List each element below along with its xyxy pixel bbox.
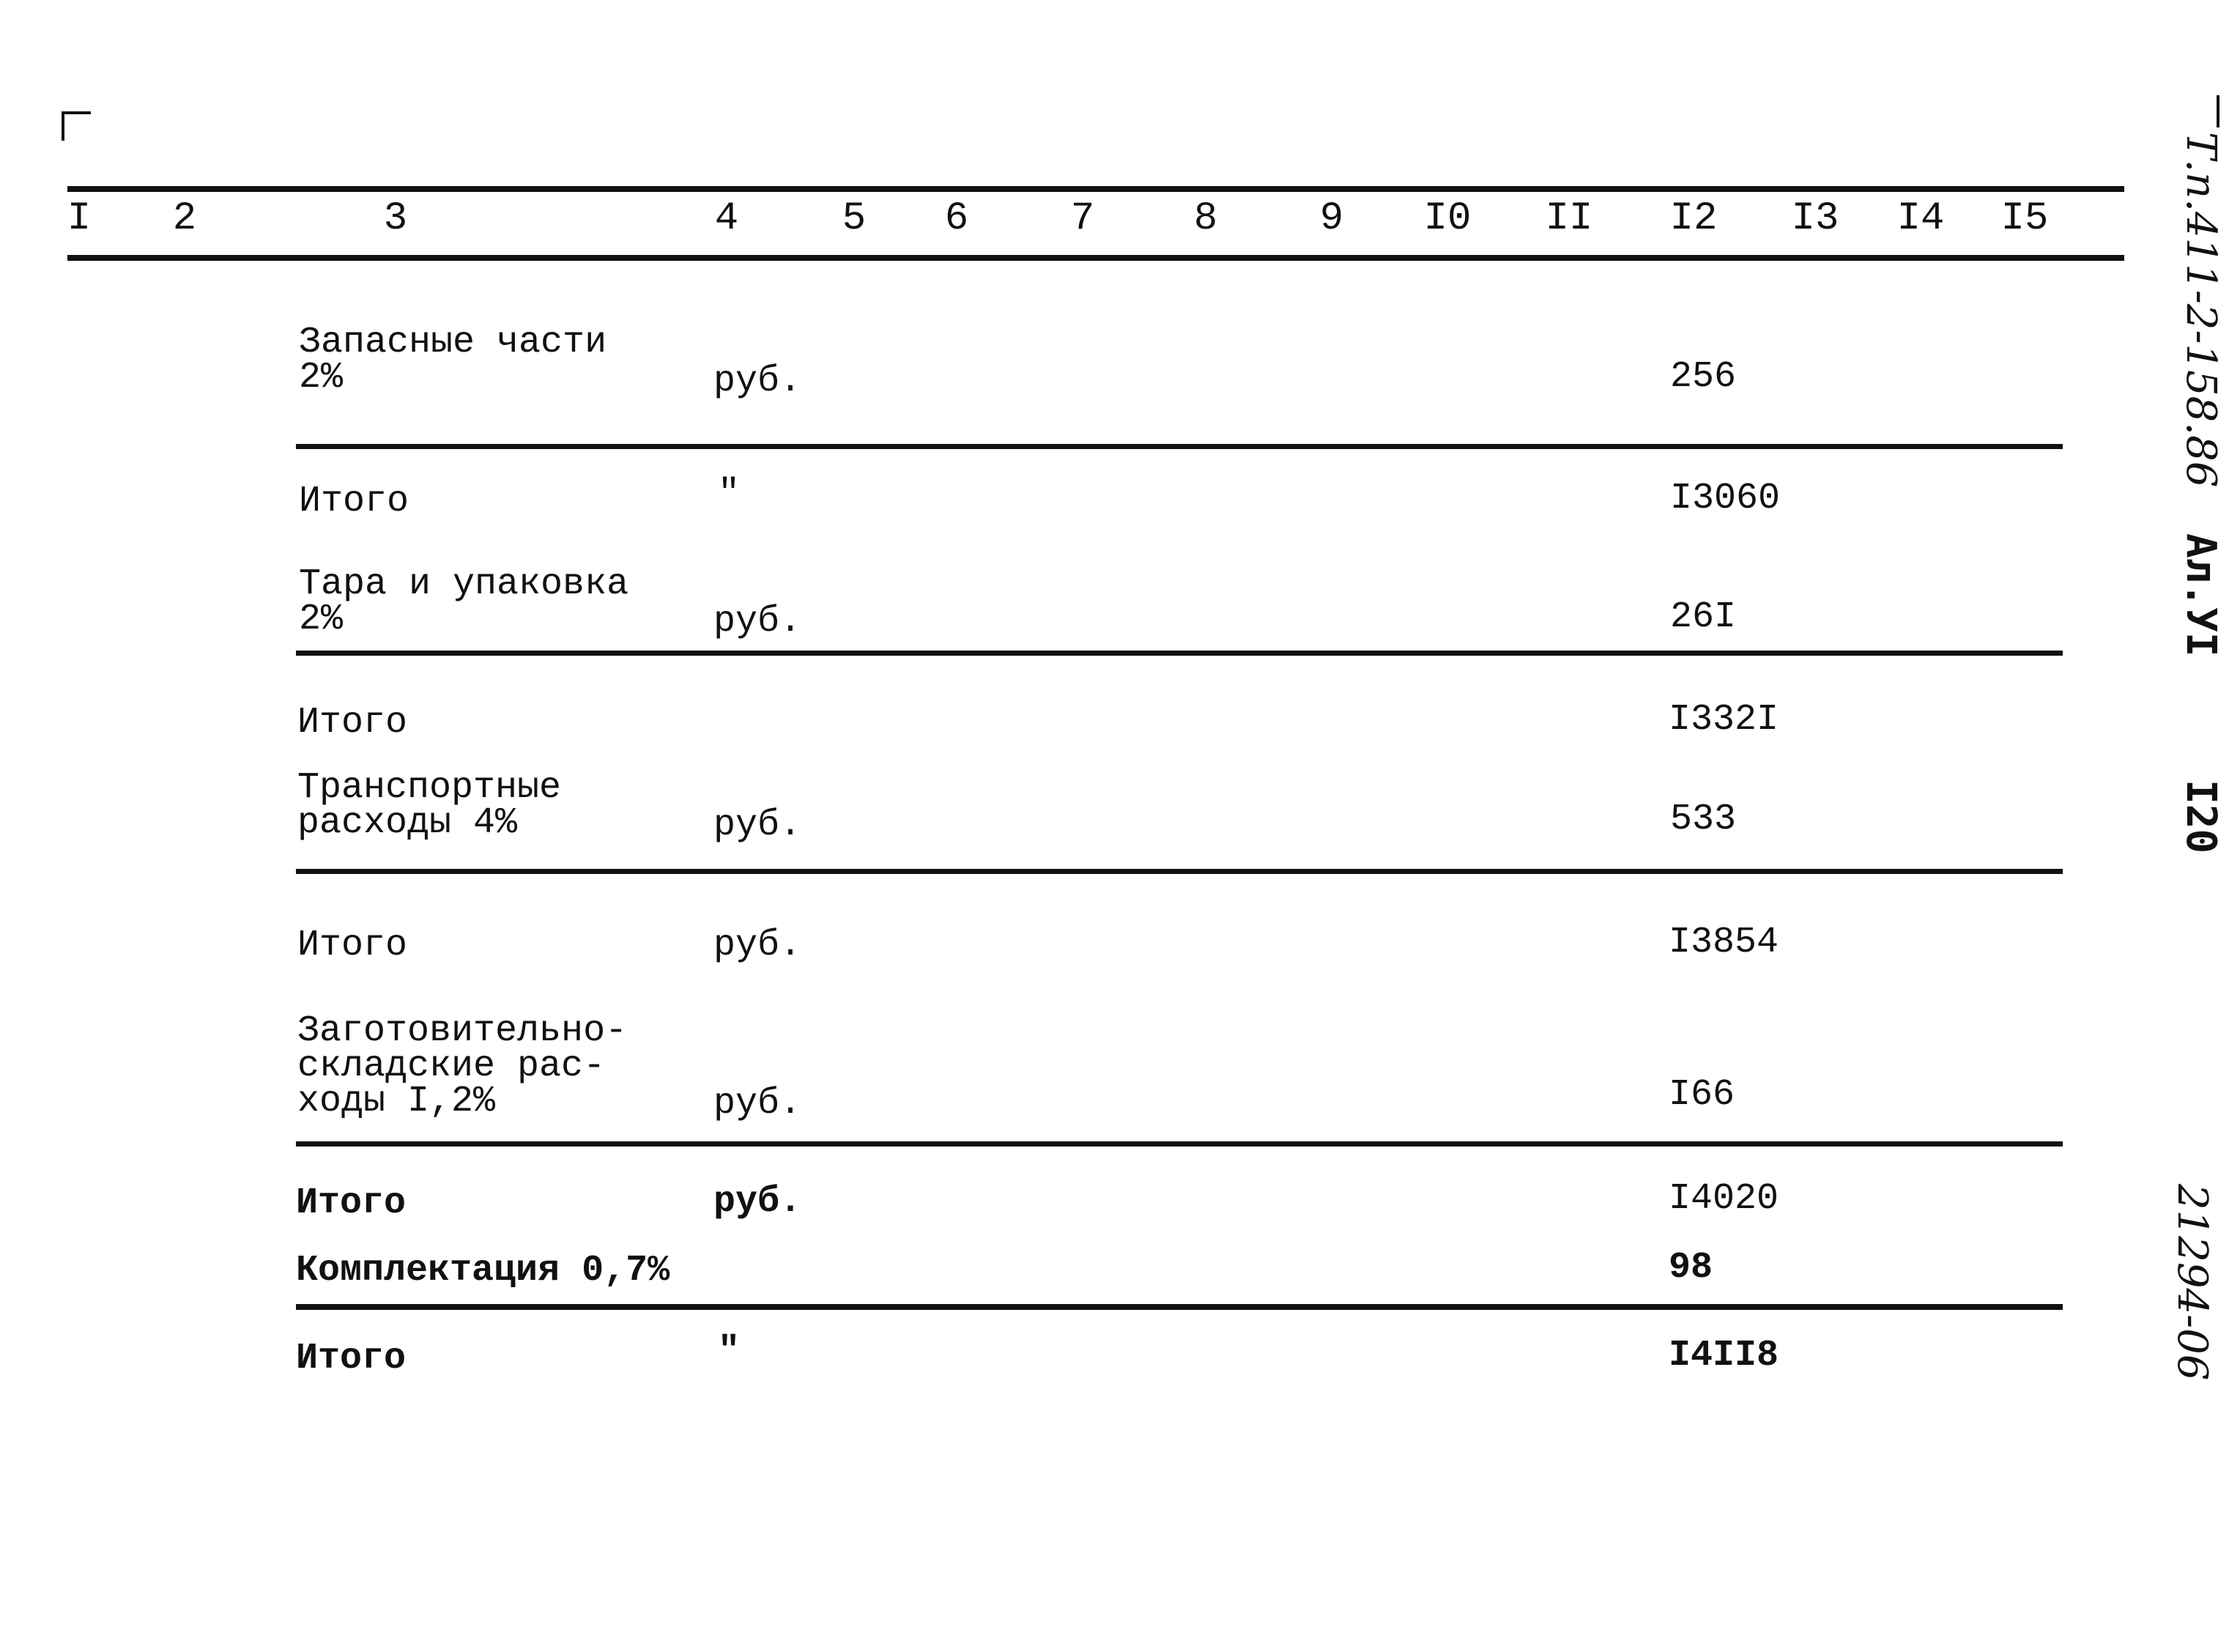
row-divider <box>296 1304 2063 1310</box>
row-unit: руб. <box>713 925 802 966</box>
column-number: I5 <box>2000 196 2049 241</box>
column-number: 3 <box>383 196 408 241</box>
row-divider <box>296 869 2063 874</box>
column-number: 5 <box>842 196 867 241</box>
row-value: 533 <box>1670 799 1737 840</box>
row-description: Заготовительно- складские рас- ходы I,2% <box>297 1010 628 1122</box>
row-value: 26I <box>1670 596 1737 638</box>
row-description: Тара и упаковка 2% <box>299 563 629 640</box>
column-number: 4 <box>714 196 739 241</box>
album-number: Ал.УI <box>2177 533 2225 657</box>
row-unit: руб. <box>713 1181 802 1223</box>
page-number: I20 <box>2177 779 2225 854</box>
row-divider <box>296 651 2063 656</box>
header-bottom-rule <box>67 255 2124 261</box>
row-description: Комплектация 0,7% <box>296 1250 670 1292</box>
row-description: Транспортные расходы 4% <box>297 767 562 844</box>
corner-mark-top-right <box>2205 95 2219 127</box>
row-value: 98 <box>1669 1247 1713 1289</box>
row-unit: руб. <box>713 1083 802 1125</box>
row-unit: " <box>718 473 741 515</box>
column-number: I3 <box>1791 196 1839 241</box>
row-value: I3060 <box>1670 478 1781 519</box>
inventory-number: 21294-06 <box>2168 1184 2216 1381</box>
column-number: 8 <box>1193 196 1218 241</box>
row-unit: " <box>718 1330 741 1372</box>
row-unit: руб. <box>713 804 802 846</box>
row-value: I4II8 <box>1669 1335 1779 1377</box>
column-number: 7 <box>1070 196 1095 241</box>
header-top-rule <box>67 186 2124 192</box>
row-unit: руб. <box>713 360 802 402</box>
column-number: I4 <box>1896 196 1945 241</box>
row-description: Итого <box>297 925 408 966</box>
column-number: II <box>1545 196 1593 241</box>
row-description: Итого <box>296 1338 407 1379</box>
row-value: 256 <box>1670 356 1737 398</box>
document-code: Т.п.411-2-158.86 <box>2177 132 2225 488</box>
column-number: 9 <box>1319 196 1344 241</box>
row-divider <box>296 444 2063 449</box>
column-number: 2 <box>172 196 197 241</box>
corner-mark-top-left <box>62 111 91 141</box>
row-divider <box>296 1141 2063 1147</box>
column-number: 6 <box>944 196 969 241</box>
column-number: I2 <box>1669 196 1718 241</box>
row-description: Итого <box>296 1182 407 1224</box>
row-description: Запасные части 2% <box>299 322 607 399</box>
row-unit: руб. <box>713 601 802 642</box>
row-description: Итого <box>297 702 408 744</box>
row-value: I332I <box>1669 699 1779 741</box>
row-value: I3854 <box>1669 922 1779 963</box>
row-description: Итого <box>299 481 409 522</box>
column-number: I0 <box>1423 196 1472 241</box>
column-number: I <box>67 196 92 241</box>
row-value: I66 <box>1669 1074 1735 1116</box>
row-value: I4020 <box>1669 1178 1779 1220</box>
